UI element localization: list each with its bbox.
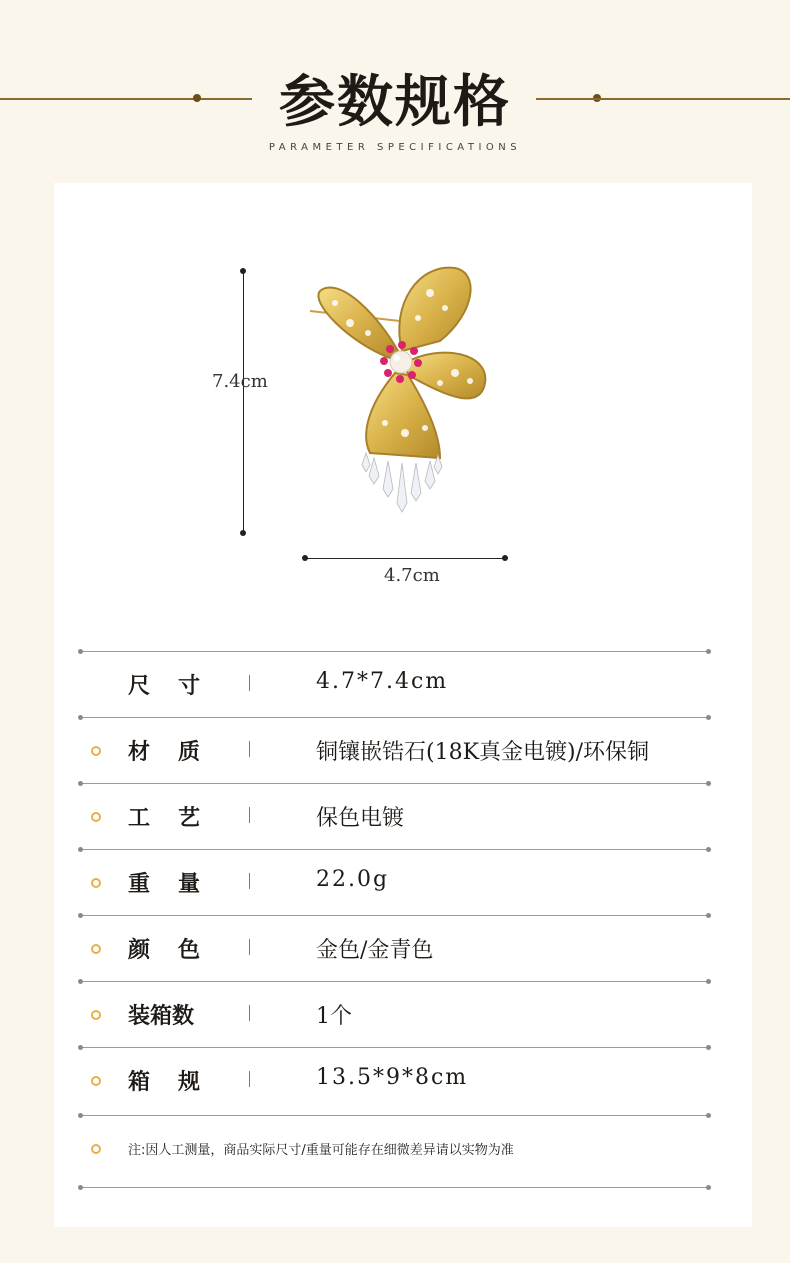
dimension-height-bottom-dot [240,530,246,536]
spec-label: 装箱数 [128,1003,195,1029]
page-subtitle: PARAMETER SPECIFICATIONS [268,142,522,153]
spec-label: 颜色 [128,937,229,963]
circle-bullet-icon [91,878,101,888]
spec-row-color [54,915,752,981]
spec-separator [249,807,250,823]
dimension-height-label: 7.4cm [212,371,268,392]
dimension-height-line [243,271,244,533]
spec-value: 金色/金青色 [316,938,434,963]
spec-label: 工艺 [128,805,229,831]
spec-separator [249,1005,250,1021]
spec-value: 4.7*7.4cm [316,669,449,694]
spec-value: 铜镶嵌锆石(18K真金电镀)/环保铜 [316,740,650,765]
header-line-right [536,98,790,100]
spec-row-weight [54,849,752,915]
circle-bullet-icon [91,1010,101,1020]
spec-separator [249,873,250,889]
spec-separator [249,741,250,757]
spec-separator [249,675,250,691]
table-rule [80,1187,710,1188]
circle-bullet-icon [91,746,101,756]
rule-dot-left [78,1113,83,1118]
circle-bullet-icon [91,944,101,954]
spec-value: 22.0g [316,867,390,892]
spec-row-material [54,717,752,783]
spec-row-craft [54,783,752,849]
spec-row-box-size [54,1047,752,1113]
spec-label: 尺寸 [128,673,229,699]
page-title: 参数规格 [279,69,511,135]
table-rule [80,1115,710,1116]
spec-row-size [54,651,752,717]
measurement-note: 注:因人工测量，商品实际尺寸/重量可能存在细微差异请以实物为准 [128,1143,514,1158]
spec-label: 箱规 [128,1069,229,1095]
page-header [0,0,790,180]
spec-value: 13.5*9*8cm [316,1065,469,1090]
rule-dot-right [706,1185,711,1190]
circle-bullet-icon [91,1144,101,1154]
circle-bullet-icon [91,1076,101,1086]
circle-bullet-icon [91,812,101,822]
spec-value: 保色电镀 [316,806,405,831]
spec-label: 材质 [128,739,229,765]
spec-separator [249,939,250,955]
dimension-width-right-dot [502,555,508,561]
spec-separator [249,1071,250,1087]
dimension-width-label: 4.7cm [384,565,440,586]
spec-value: 1个 [316,1004,352,1029]
product-image-bow-brooch [290,263,490,543]
dimension-width-line [305,558,505,559]
spec-row-pack-count [54,981,752,1047]
rule-dot-left [78,1185,83,1190]
spec-card [54,183,752,1227]
rule-dot-right [706,1113,711,1118]
spec-label: 重量 [128,871,229,897]
